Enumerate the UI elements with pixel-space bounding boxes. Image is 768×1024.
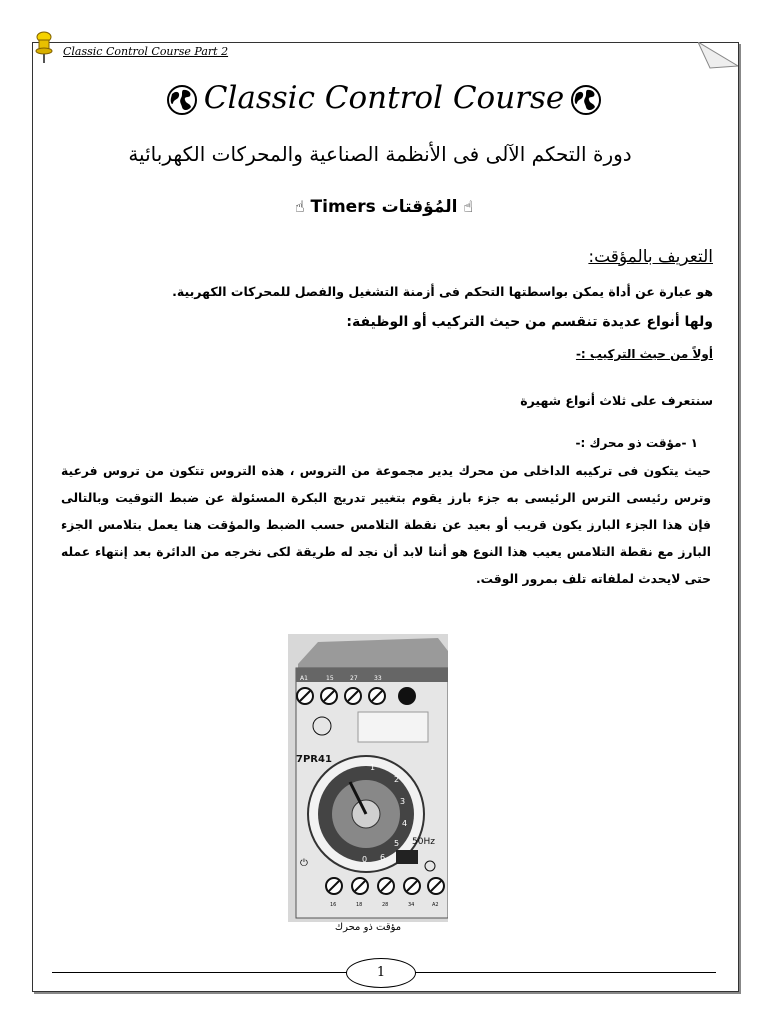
dial-number: 1 bbox=[370, 763, 376, 772]
dial-number: 5 bbox=[394, 839, 400, 848]
motor-timer-photo bbox=[288, 634, 448, 922]
frequency-label: 50Hz bbox=[412, 837, 435, 847]
definition-line-1: هو عبارة عن أداة يمكن بواسطتها التحكم فى أزمنة التشغيل والفصل للمحركات الكهربية. bbox=[172, 284, 713, 299]
svg-text:⏻: ⏻ bbox=[300, 858, 308, 869]
main-title-text: Classic Control Course bbox=[203, 80, 565, 116]
page-number: 1 bbox=[346, 958, 416, 988]
main-title bbox=[0, 80, 768, 116]
terminal-label: 33 bbox=[374, 675, 382, 682]
timers-english: Timers bbox=[310, 197, 376, 217]
timers-heading bbox=[0, 197, 768, 217]
dial-number: 6 bbox=[380, 853, 386, 862]
subtitle: دورة التحكم الآلى فى الأنظمة الصناعية والمحركات الكهربائية bbox=[128, 142, 632, 166]
terminal-label: 18 bbox=[356, 902, 363, 908]
header-course-title: Classic Control Course Part 2 bbox=[63, 45, 229, 58]
globe-icon bbox=[570, 84, 602, 116]
dial-number: 4 bbox=[402, 819, 408, 828]
model-label: 7PR41 bbox=[296, 754, 332, 765]
pushpin-icon bbox=[33, 30, 55, 64]
definition-line-2: ولها أنواع عديدة تنقسم من حيث التركيب أو الوظيفة: bbox=[346, 314, 713, 330]
definition-line-3: أولاً من حيث التركيب :- bbox=[575, 347, 713, 361]
dial-number: 3 bbox=[400, 797, 406, 806]
terminal-label: 15 bbox=[326, 675, 334, 682]
image-caption: مؤقت ذو محرك bbox=[334, 922, 402, 933]
terminal-label: A1 bbox=[300, 675, 308, 682]
terminal-label: A2 bbox=[432, 902, 439, 908]
pointing-hand-icon: ☝ bbox=[463, 197, 474, 216]
terminal-label: 34 bbox=[408, 902, 415, 908]
list-item-1: ١ -مؤقت ذو محرك :- bbox=[575, 436, 698, 450]
description-paragraph: حيث يتكون فى تركيبه الداخلى من محرك يدير مجموعة من التروس ، هذه التروس تتكون من تروس فرعية وترس رئيسى الترس الرئيسى به جزء بارز يقوم بتغيير تدريج البكرة المسئولة عن ضبط التوقيت وبالتالى فإن هذا الجزء البارز يكون قريب أو بعيد عن نقطة التلامس حسب الضبط والمؤقت هنا يعمل بتلامس الجزء البارز مع نقطة التلامس يعيب هذا النوع هو أننا لابد أن نجد له طريقة لكى نخرجه من الدائرة بعد إنتهاء عمله حتى لايحدث لملفاته تلف بمرور الوقت. bbox=[61, 464, 711, 586]
terminal-label: 27 bbox=[350, 675, 358, 682]
terminal-label: 28 bbox=[382, 902, 389, 908]
dial-number: 0 bbox=[362, 855, 368, 864]
globe-icon bbox=[166, 84, 198, 116]
terminal-label: 16 bbox=[330, 902, 337, 908]
definition-line-4: سنتعرف على ثلاث أنواع شهيرة bbox=[520, 393, 713, 408]
timers-arabic: المُؤقتات bbox=[381, 197, 458, 217]
definition-heading: التعريف بالمؤقت: bbox=[588, 247, 713, 267]
dial-number: 2 bbox=[394, 775, 400, 784]
pointing-hand-icon: ☝ bbox=[294, 197, 305, 216]
page-fold-corner bbox=[698, 42, 738, 70]
